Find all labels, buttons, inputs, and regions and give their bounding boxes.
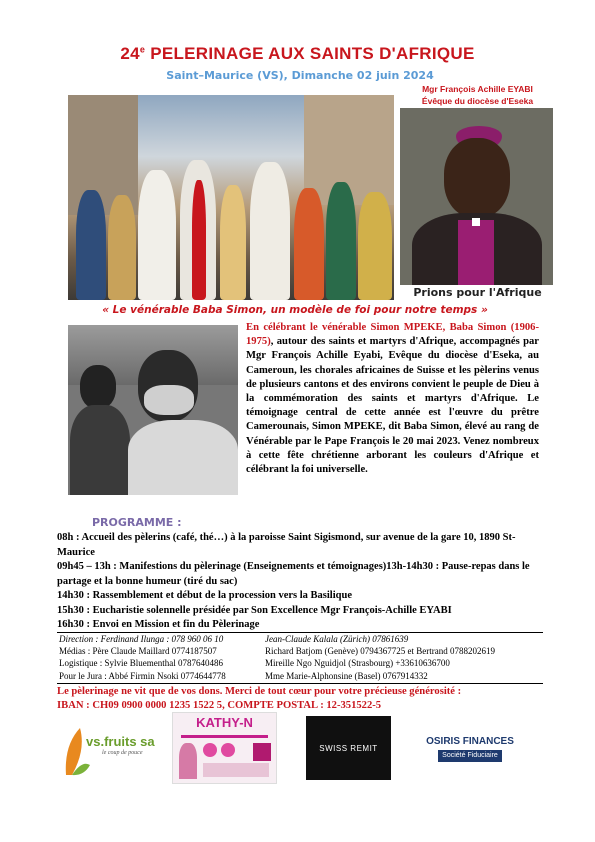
theme-quote: « Le vénérable Baba Simon, un modèle de foi pour notre temps » — [102, 304, 488, 316]
kathyn-box — [253, 743, 271, 761]
description-lead: En célébrant le vénérable Simon MPEKE, Baba Simon (1906-1975) — [246, 322, 539, 348]
programme-item: 16h30 : Envoi en Mission et fin du Pèlerinage — [57, 619, 260, 630]
event-date-location: Saint–Maurice (VS), Dimanche 02 juin 2024 — [166, 69, 434, 82]
swissremit-name: SWISS REMIT — [319, 744, 378, 753]
leaf-icon — [62, 720, 92, 780]
contact-left: Direction : Ferdinand Ilunga : 078 960 06 10 — [59, 634, 224, 644]
kathyn-badge — [221, 743, 235, 757]
swissremit-logo — [306, 716, 391, 780]
programme-item: 15h30 : Eucharistie solennelle présidée par Son Excellence Mgr François-Achille EYABI — [57, 604, 452, 616]
contact-row — [57, 657, 543, 669]
programme-title: PROGRAMME : — [92, 516, 182, 529]
contact-left: Médias : Père Claude Maillard 0774187507 — [59, 646, 217, 657]
osiris-name: OSIRIS FINANCES — [426, 736, 514, 747]
procession-photo — [68, 95, 394, 300]
bishop-caption — [400, 83, 555, 107]
contact-right: Mme Marie-Alphonsine (Basel) 0767914332 — [265, 670, 428, 681]
contact-right: Jean-Claude Kalala (Zürich) 07861639 — [265, 634, 409, 644]
bishop-role: Évêque du diocèse d'Eseka — [421, 96, 534, 106]
contacts-box — [57, 632, 543, 684]
bishop-name: Mgr François Achille EYABI — [422, 84, 533, 94]
page-title: 24e PELERINAGE AUX SAINTS D'AFRIQUE — [120, 44, 475, 63]
contact-right: Mireille Ngo Nguidjol (Strasbourg) +33610636700 — [265, 658, 450, 669]
event-description — [246, 321, 539, 477]
programme-item: 14h30 : Rassemblement et début de la procession vers la Basilique — [57, 590, 352, 601]
contact-row — [57, 670, 543, 682]
osiris-tagline: Société Fiduciaire — [438, 750, 502, 762]
vsfruits-name: vs.fruits sa — [86, 734, 155, 749]
kathyn-ad — [172, 712, 277, 784]
programme-item: 09h45 – 13h : Manifestions du pèlerinage (Enseignements et témoignages)13h-14h30 : Pause-repas dans le partage et la bonne humeur (tiré du sac) — [57, 561, 530, 587]
description-text: , autour des saints et martyrs d'Afrique, accompagnés par Mgr François Achille Eyabi, Evêque du diocèse d'Eseka, au Cameroun, les chorales africaines de Suisse et les pèlerins venus de plusieurs cantons et des environs convient le peuple de Dieu à la commémoration des saints et martyrs d'Afrique. Le témoignage central de cette année est l'œuvre du prêtre Camerounais, Simon MPEKE, dit Baba Simon, élevé au rang de Vénérable par le Pape François le 20 mai 2023. Venez nombreux à cette fête chrétienne arborant les couleurs d'Afrique et célébrant la foi universelle. — [246, 336, 539, 476]
kathyn-divider — [181, 735, 268, 738]
contact-left: Logistique : Sylvie Bluementhal 0787640486 — [59, 658, 223, 669]
osiris-logo — [420, 736, 520, 766]
programme-item: 08h : Accueil des pèlerins (café, thé…) à la paroisse Saint Sigismond, sur avenue de la gare 10, 1890 St-Maurice — [57, 532, 516, 558]
contact-row — [57, 645, 543, 657]
kathyn-badge — [203, 743, 217, 757]
donation-line: Le pèlerinage ne vit que de vos dons. Merci de tout cœur pour votre précieuse générosité : — [57, 686, 462, 697]
contact-left: Pour le Jura : Abbé Firmin Nsoki 0774644778 — [59, 670, 226, 681]
kathyn-products — [203, 763, 269, 777]
baba-simon-photo — [68, 325, 238, 495]
contact-row — [57, 633, 543, 645]
kathyn-figure — [179, 743, 197, 779]
iban-line: IBAN : CH09 0900 0000 1235 1522 5, COMPTE POSTAL : 12-351522-5 — [57, 700, 382, 711]
programme-list — [57, 531, 547, 633]
bishop-portrait — [400, 108, 553, 285]
donation-appeal — [57, 685, 547, 713]
vsfruits-logo — [62, 720, 157, 780]
pray-caption: Prions pour l'Afrique — [413, 286, 542, 299]
contact-right: Richard Batjom (Genève) 0794367725 et Bertrand 0788202619 — [265, 646, 495, 657]
kathyn-name: KATHY-N — [196, 715, 253, 730]
vsfruits-tagline: le coup de pouce — [102, 750, 143, 756]
